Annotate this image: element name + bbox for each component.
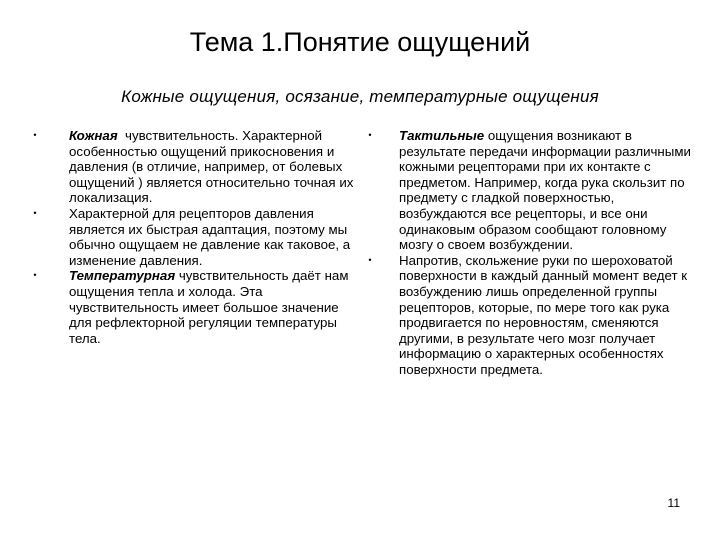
bullet-text: чувствительность даёт нам ощущения тепла и холода. Эта чувствительность имеет большое значение для рефлекторной регуляции температуры тела.	[69, 268, 353, 346]
slide-title: Тема 1.Понятие ощущений	[189, 27, 531, 57]
bullet-icon: •	[33, 207, 37, 218]
bullet-text: ощущения возникают в результате передачи информации различными кожными рецепторами при их контакте с предметом. Например, когда рука скользит по предмету с гладкой поверхностью, возбуждаются все рецепторы, и все они одинаковым образом сообщают головному мозгу о своем возбуждении.	[399, 128, 695, 253]
bullet-keyword: Кожная	[69, 128, 118, 143]
bullet-text: Напротив, скольжение руки по шероховатой поверхности в каждый данный момент ведет к возбуждению лишь определенной группы рецепторов, которые, по мере того как рука продвигается по неровностям, сменяются другими, в результате чего мозг получает информацию о характерных особенностях поверхности предмета.	[399, 252, 688, 377]
page-number: 11	[667, 496, 680, 510]
bullet-text: чувствительность. Характерной особенностью ощущений прикосновения и давления (в отличие, например, от болевых ощущений ) является относительно точная их локализация.	[69, 128, 358, 206]
left-column	[30, 128, 360, 346]
bullet-text: Характерной для рецепторов давления является их быстрая адаптация, поэтому мы обычно ощущаем не давление как таковое, а изменение давления.	[69, 205, 351, 268]
bullet-item	[30, 206, 360, 268]
bullet-item	[365, 253, 695, 378]
bullet-icon: •	[368, 254, 372, 265]
bullet-item	[30, 128, 360, 206]
bullet-item	[30, 268, 360, 346]
bullet-icon: •	[33, 130, 37, 140]
bullet-keyword: Температурная	[69, 268, 176, 284]
right-column	[365, 128, 695, 378]
bullet-icon: •	[33, 270, 37, 281]
bullet-item	[365, 128, 695, 253]
bullet-keyword: Тактильные	[399, 128, 485, 143]
bullet-icon: •	[368, 130, 372, 140]
slide-subtitle: Кожные ощущения, осязание, температурные ощущения	[121, 87, 599, 106]
